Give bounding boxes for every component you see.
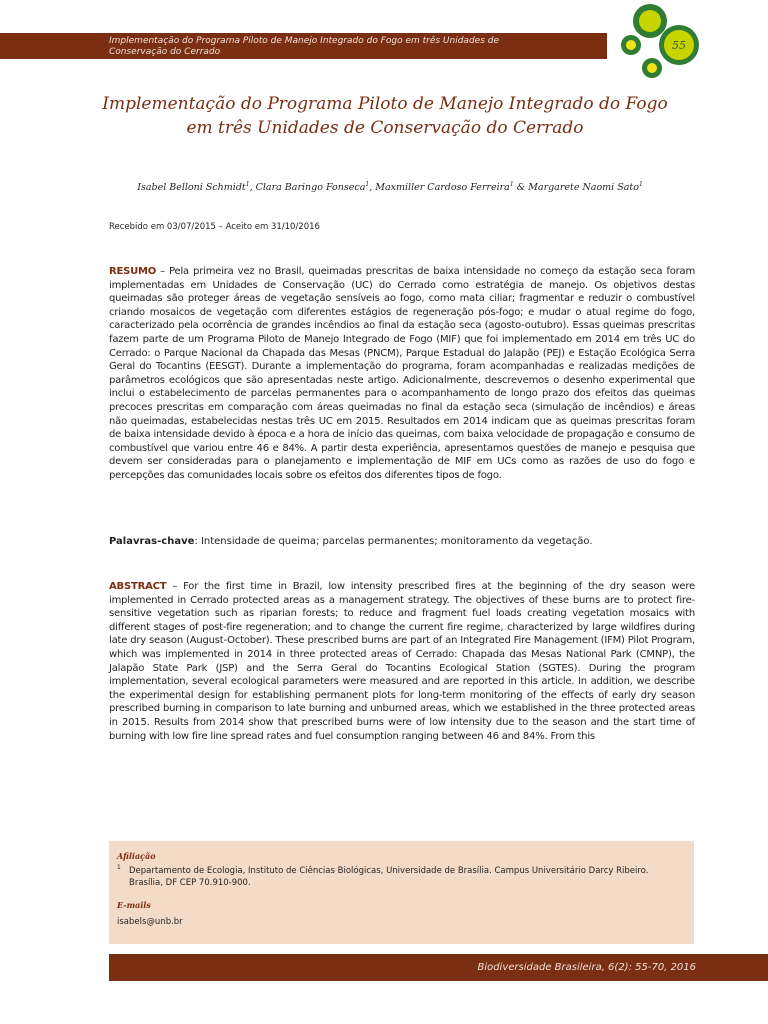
journal-citation: Biodiversidade Brasileira, 6(2): 55-70, 2016 [477,962,696,973]
resumo-label: RESUMO [109,266,157,277]
running-title: Implementação do Programa Piloto de Manejo Integrado do Fogo em três Unidades de Conservação do Cerrado [109,36,499,57]
keywords-label: Palavras-chave [109,536,195,547]
abstract-paragraph [109,580,695,743]
resumo-paragraph [109,265,695,483]
affiliation-text: Departamento de Ecologia, Instituto de Ciências Biológicas, Universidade de Brasília. Campus Universitário Darcy Ribeiro. Brasília, DF CEP 70.910-900. [129,866,649,888]
affiliation-box [109,841,694,944]
article-title: Implementação do Programa Piloto de Manejo Integrado do Fogo em três Unidades de Conservação do Cerrado [102,94,668,138]
author: Isabel Belloni Schmidt [137,182,246,194]
affiliation-label: Afiliação [117,851,156,861]
abstract-label: ABSTRACT [109,581,167,592]
keywords-text: : Intensidade de queima; parcelas permanentes; monitoramento da vegetação. [194,536,593,547]
author: Clara Baringo Fonseca [255,182,366,194]
page-number: 55 [672,39,686,52]
abstract-text: – For the first time in Brazil, low intensity prescribed fires at the beginning of the dry season were implemented in Cerrado protected areas as a management strategy. The objectives of these burns are to protect fire-sensitive vegetation such as riparian forests; to reduce and fragment fuel loads creating vegetation mosaics with different stages of post-fire regeneration; and to change the current fire regime, characterized by large wildfires during late dry season (August-October). These prescribed burns are part of an Integrated Fire Management (IFM) Pilot Program, which was implemented in 2014 in three protected areas of Cerrado: Chapada das Mesas National Park (CMNP), the Jalapão State Park (JSP) and the Serra Geral do Tocantins Ecological Station (SGTES). During the program implementation, several ecological parameters were measured and are reported in this article. In addition, we describe the experimental design for establishing permanent plots for long-term monitoring of the effects of early dry season prescribed burning in comparison to late burning and unburned areas, which we established in the three protected areas in 2015. Results from 2014 show that prescribed burns were of low intensity due to the season and the start time of burning with low fire line spread rates and fuel consumption ranging between 46 and 84%. From this [109,581,695,742]
footer-bar [109,954,768,981]
resumo-text: – Pela primeira vez no Brasil, queimadas prescritas de baixa intensidade no começo da estação seca foram implementadas em Unidades de Conservação (UC) do Cerrado como estratégia de manejo. Os objetivos destas queimadas são proteger áreas de vegetação sensíveis ao fogo, como mata ciliar; fragmentar e reduzir o combustível criando mosaicos de vegetação com diferentes estágios de regeneração pós-fogo; e mudar o atual regime do fogo, caracterizado pela ocorrência de grandes incêndios ao final da estação seca (agosto-outubro). Essas queimas prescritas fazem parte de um Programa Piloto de Manejo Integrado de Fogo (MIF) que foi implementado em 2014 em três UC do Cerrado: o Parque Nacional da Chapada das Mesas (PNCM), Parque Estadual do Jalapão (PEJ) e Estação Ecológica Serra Geral do Tocantins (EESGT). Durante a implementação do programa, foram acompanhadas e realizadas medições de parâmetros ecológicos que são apresentadas neste artigo. Adicionalmente, descrevemos o desenho experimental que inclui o estabelecimento de parcelas permanentes para o acompanhamento de longo prazo dos efeitos das queimas precoces prescritas em comparação com áreas queimadas no final da estação seca (simulação de incêndios) e áreas não queimadas, estabelecidas nestas três UC em 2015. Resultados em 2014 indicam que as queimas prescritas foram de baixa intensidade devido à época e a hora de início das queimas, com baixa velocidade de propagação e consumo de combustível que variou entre 46 e 84%. A partir desta experiência, apresentamos questões de manejo e pesquisa que devem ser consideradas para o planejamento e implementação de MIF em UCs como as razões de uso do fogo e percepções das comunidades locais sobre os efeitos dos diferentes tipos de fogo. [109,266,695,481]
journal-logo-circles [0,0,768,80]
author: Margarete Naomi Sato [528,182,639,194]
author-list: Isabel Belloni Schmidt$^1$, Clara Baringo Fonseca$^1$, Maxmiller Cardoso Ferreira$^1$ & Margarete Naomi Sato$^1$ [137,181,643,194]
email-label: E-mails [117,900,151,910]
affiliation-number: 1 [117,864,121,871]
email-link[interactable]: isabels@unb.br [117,917,183,927]
author: Maxmiller Cardoso Ferreira [375,182,510,194]
received-dates: Recebido em 03/07/2015 – Aceito em 31/10/2016 [109,222,320,232]
keywords [109,535,695,548]
